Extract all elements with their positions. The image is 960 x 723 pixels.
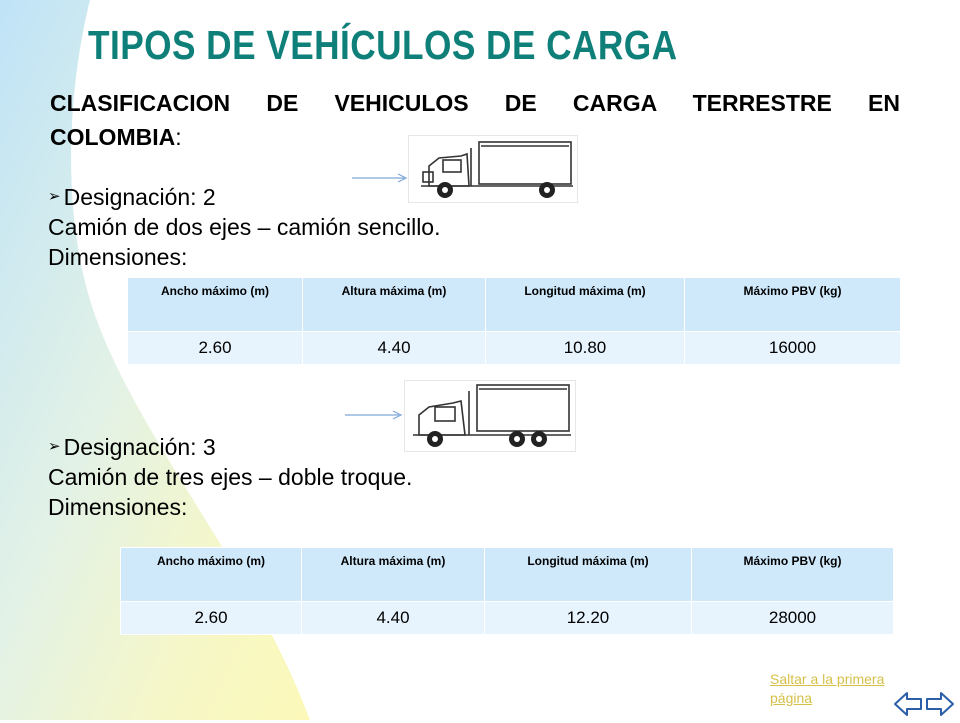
previous-slide-icon[interactable] <box>895 693 921 715</box>
dimensions-table-three-axle <box>120 547 894 635</box>
col-header-width: Ancho máximo (m) <box>128 278 303 332</box>
designation-label: Designación: 3 <box>63 434 216 460</box>
dimensions-label: Dimensiones: <box>48 244 188 270</box>
cell-max-weight: 16000 <box>685 332 901 365</box>
section-heading-line2 <box>50 120 182 154</box>
table-header-row <box>121 548 894 602</box>
table-row <box>121 602 894 635</box>
cell-height: 4.40 <box>302 602 485 635</box>
next-slide-icon[interactable] <box>927 693 953 715</box>
table-header-row <box>128 278 901 332</box>
col-header-length: Longitud máxima (m) <box>486 278 685 332</box>
arrow-icon <box>352 173 412 183</box>
section-heading-word: COLOMBIA <box>50 124 176 150</box>
jump-link-line2[interactable]: página <box>770 690 813 706</box>
cell-length: 12.20 <box>485 602 692 635</box>
jump-link-line1[interactable]: Saltar a la primera <box>770 671 885 687</box>
cell-length: 10.80 <box>486 332 685 365</box>
col-header-height: Altura máxima (m) <box>303 278 486 332</box>
nav-arrows-svg <box>893 690 955 718</box>
navigation-arrows <box>893 690 955 723</box>
section-two-axle <box>48 182 440 272</box>
arrow-icon <box>345 410 407 420</box>
page-title: TIPOS DE VEHÍCULOS DE CARGA <box>88 22 678 68</box>
col-header-width: Ancho máximo (m) <box>121 548 302 602</box>
col-header-height: Altura máxima (m) <box>302 548 485 602</box>
cell-max-weight: 28000 <box>692 602 894 635</box>
vehicle-description: Camión de tres ejes – doble troque. <box>48 464 413 490</box>
three-axle-truck-icon <box>405 381 575 451</box>
section-heading-line1: CLASIFICACION DE VEHICULOS DE CARGA TERRESTRE EN <box>50 90 900 116</box>
arrow-bullet-icon: ➢ <box>48 188 61 205</box>
three-axle-truck-image <box>404 380 576 452</box>
cell-width: 2.60 <box>121 602 302 635</box>
section-three-axle <box>48 432 412 522</box>
jump-to-first-page-link[interactable] <box>770 670 884 708</box>
dimensions-label: Dimensiones: <box>48 494 188 520</box>
arrow-bullet-icon: ➢ <box>48 438 61 455</box>
dimensions-table-two-axle <box>127 277 901 365</box>
vehicle-description: Camión de dos ejes – camión sencillo. <box>48 214 441 240</box>
cell-width: 2.60 <box>128 332 303 365</box>
cell-height: 4.40 <box>303 332 486 365</box>
col-header-max-weight: Máximo PBV (kg) <box>692 548 894 602</box>
section-heading-colon: : <box>175 124 182 150</box>
designation-label: Designación: 2 <box>63 184 216 210</box>
col-header-max-weight: Máximo PBV (kg) <box>685 278 901 332</box>
col-header-length: Longitud máxima (m) <box>485 548 692 602</box>
table-row <box>128 332 901 365</box>
